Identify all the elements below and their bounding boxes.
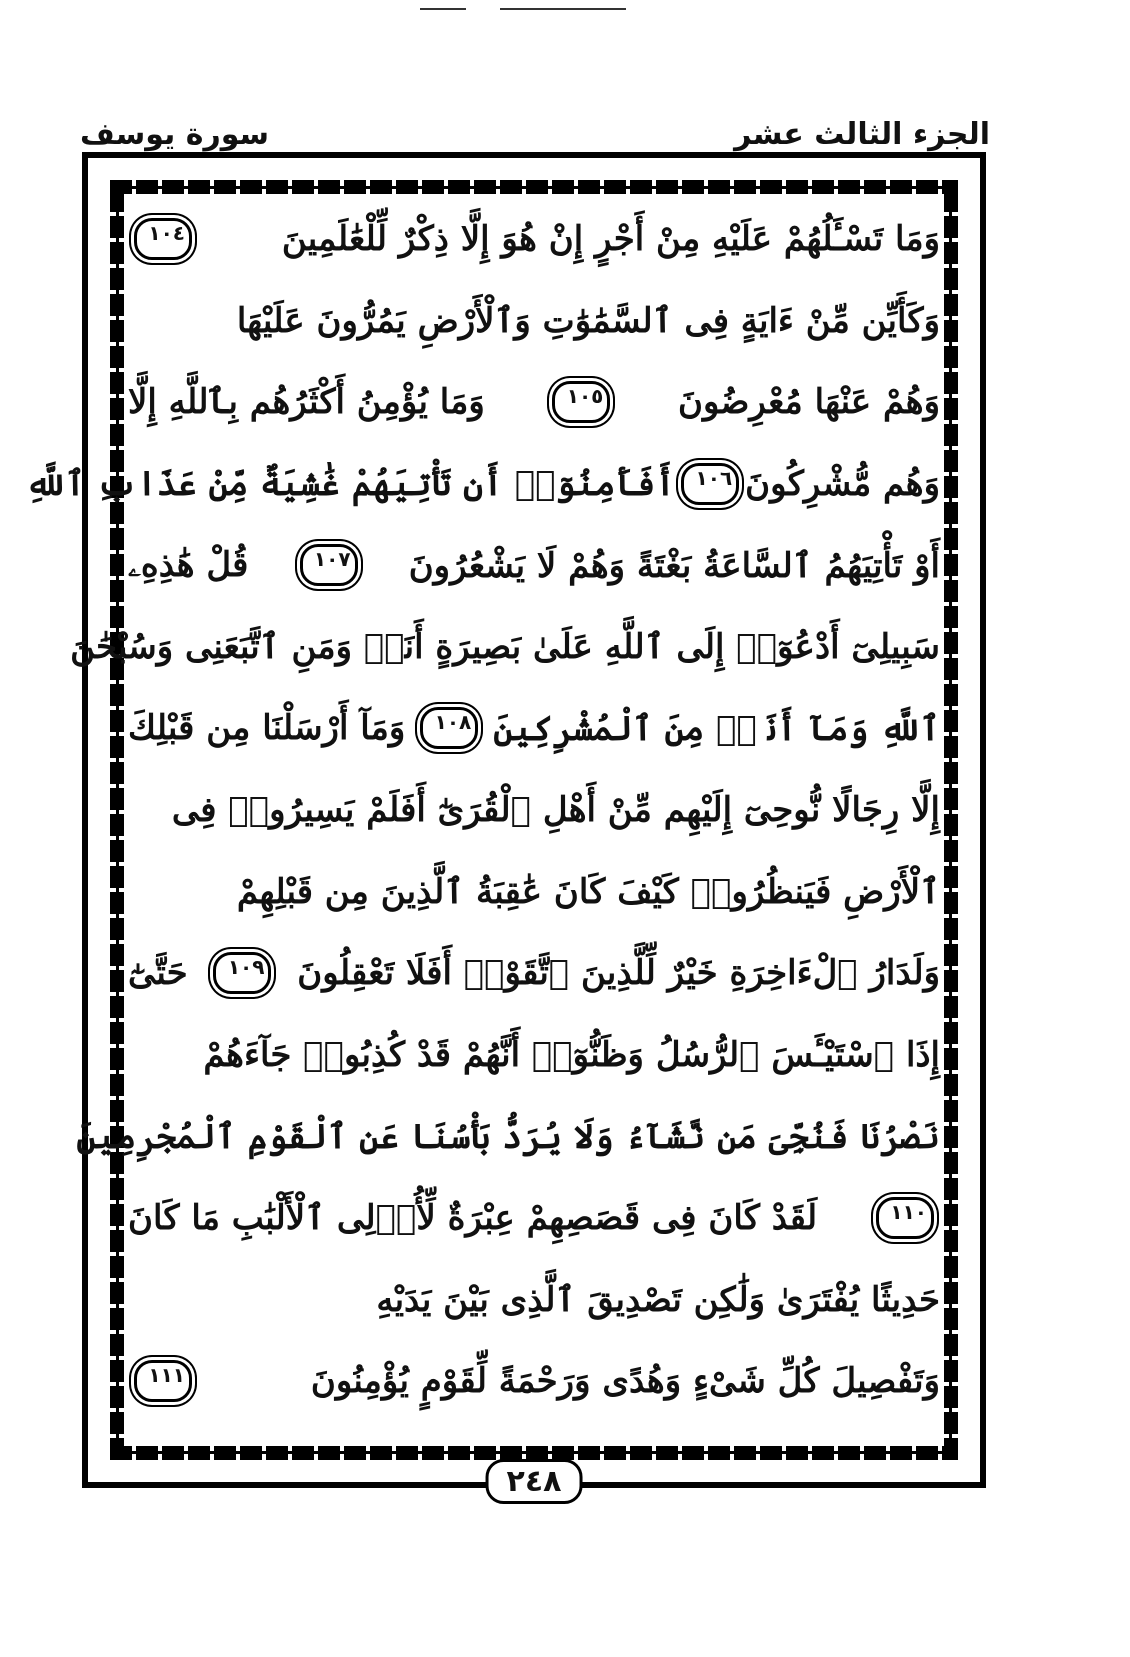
verse-line <box>128 361 940 443</box>
ayah-number-marker: ١٠٨ <box>420 707 478 749</box>
verse-text: وَمَآ أَرْسَلْنَا مِن قَبْلِكَ <box>128 708 406 749</box>
verse-text: وَمَا تَسْـَٔلُهُمْ عَلَيْهِ مِنْ أَجْرٍ إِنْ هُوَ إِلَّا ذِكْرٌ لِّلْعَٰلَمِينَ <box>281 218 940 259</box>
verse-text: ٱلْأَرْضِ فَيَنظُرُوا۟ كَيْفَ كَانَ عَٰقِبَةُ ٱلَّذِينَ مِن قَبْلِهِمْ <box>236 872 940 913</box>
verse-text: وَكَأَيِّن مِّنْ ءَايَةٍ فِى ٱلسَّمَٰوَٰتِ وَٱلْأَرْضِ يَمُرُّونَ عَلَيْهَا <box>236 300 940 341</box>
ayah-number-marker: ١١١ <box>134 1360 192 1402</box>
quran-text-area <box>25 198 940 1442</box>
verse-text: سَبِيلِىٓ أَدْعُوٓا۟ إِلَى ٱللَّهِ عَلَىٰ بَصِيرَةٍ أَنَا۠ وَمَنِ ٱتَّبَعَنِى وَسُبْحَٰنَ <box>70 627 940 668</box>
verse-text: وَتَفْصِيلَ كُلِّ شَىْءٍ وَهُدًى وَرَحْمَةً لِّقَوْمٍ يُؤْمِنُونَ <box>310 1361 940 1402</box>
verse-text: لَقَدْ كَانَ فِى قَصَصِهِمْ عِبْرَةٌ لِّأُو۟لِى ٱلْأَلْبَٰبِ مَا كَانَ <box>128 1198 818 1239</box>
top-rule-left <box>420 8 466 10</box>
verse-line <box>128 1259 940 1341</box>
verse-line <box>128 932 940 1014</box>
ayah-number-marker: ١٠٦ <box>681 463 739 505</box>
surah-title: سورة يوسف <box>80 117 270 152</box>
verse-text: إِلَّا رِجَالًا نُّوحِىٓ إِلَيْهِم مِّنْ أَهْلِ ٱلْقُرَىٰٓ أَفَلَمْ يَسِيرُوا۟ فِى <box>171 789 940 830</box>
verse-text: نَصْرُنَا فَنُجِّىَ مَن نَّشَآءُ وَلَا يُرَدُّ بَأْسُنَا عَنِ ٱلْقَوْمِ ٱلْمُجْرِمِينَ <box>76 1116 940 1157</box>
page-header <box>80 102 990 152</box>
verse-line <box>128 1340 940 1422</box>
verse-line <box>128 688 940 770</box>
verse-text: إِذَا ٱسْتَيْـَٔسَ ٱلرُّسُلُ وَظَنُّوٓا۟ أَنَّهُمْ قَدْ كُذِبُوا۟ جَآءَهُمْ <box>203 1034 940 1075</box>
verse-line <box>128 198 940 280</box>
verse-text: حَدِيثًا يُفْتَرَىٰ وَلَٰكِن تَصْدِيقَ ٱلَّذِى بَيْنَ يَدَيْهِ <box>376 1280 940 1321</box>
verse-line <box>128 524 940 606</box>
ayah-number-marker: ١٠٥ <box>552 381 610 423</box>
juz-title: الجزء الثالث عشر <box>734 117 990 152</box>
verse-text: أَفَأَمِنُوٓا۟ أَن تَأْتِيَهُمْ غَٰشِيَةٌ مِّنْ عَذَابِ ٱللَّهِ <box>25 464 676 505</box>
page-number: ٢٤٨ <box>486 1459 583 1504</box>
page-frame <box>25 152 986 1499</box>
ayah-number-marker: ١٠٤ <box>134 218 192 260</box>
ayah-number-marker: ١١٠ <box>876 1197 934 1239</box>
verse-line <box>128 1014 940 1096</box>
verse-text: وَهُمْ عَنْهَا مُعْرِضُونَ <box>677 381 940 422</box>
verse-line <box>128 851 940 933</box>
verse-line <box>128 280 940 362</box>
verse-text: ٱللَّهِ وَمَآ أَنَا۠ مِنَ ٱلْمُشْرِكِينَ <box>493 708 940 749</box>
verse-text: وَهُم مُّشْرِكُونَ <box>745 463 940 504</box>
verse-line <box>128 769 940 851</box>
verse-line <box>25 443 940 525</box>
ayah-number-marker: ١٠٩ <box>213 952 271 994</box>
ayah-number-marker: ١٠٧ <box>300 544 358 586</box>
verse-text: حَتَّىٰٓ <box>128 953 188 994</box>
verse-line <box>70 606 940 688</box>
verse-line <box>76 1096 940 1178</box>
verse-text: وَمَا يُؤْمِنُ أَكْثَرُهُم بِٱللَّهِ إِلَّا <box>128 382 485 423</box>
verse-text: وَلَدَارُ ٱلْءَاخِرَةِ خَيْرٌ لِّلَّذِينَ ٱتَّقَوْا۟ أَفَلَا تَعْقِلُونَ <box>297 953 940 994</box>
top-rule-right <box>500 8 626 10</box>
verse-text: قُلْ هَٰذِهِۦ <box>128 545 249 586</box>
verse-line <box>128 1177 940 1259</box>
verse-text: أَوْ تَأْتِيَهُمُ ٱلسَّاعَةُ بَغْتَةً وَهُمْ لَا يَشْعُرُونَ <box>408 545 940 586</box>
